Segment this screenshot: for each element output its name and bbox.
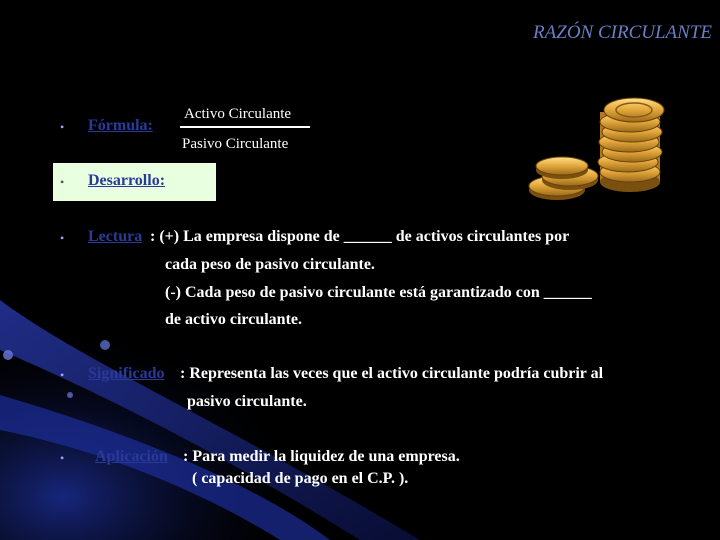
bullet-significado: • [60, 368, 65, 382]
bullet-desarrollo: • [60, 175, 65, 189]
formula-label: Fórmula: [88, 117, 153, 134]
lectura-line-4: de activo circulante. [165, 311, 303, 328]
aplicacion-line-2: ( capacidad de pago en el C.P. ). [192, 470, 409, 487]
significado-line-1: : Representa las veces que el activo circulante podría cubrir al [180, 365, 604, 382]
lectura-line-2: cada peso de pasivo circulante. [165, 256, 375, 273]
desarrollo-label: Desarrollo: [88, 172, 166, 189]
formula-numerator: Activo Circulante [184, 106, 292, 122]
lectura-label: Lectura [88, 228, 143, 245]
significado-label: Significado [88, 365, 165, 382]
lectura-line-1: : (+) La empresa dispone de ______ de activos circulantes por [150, 228, 570, 245]
coin-stack-icon [522, 82, 702, 212]
formula-denominator: Pasivo Circulante [182, 136, 289, 152]
bullet-lectura: • [60, 231, 65, 245]
significado-line-2: pasivo circulante. [187, 393, 307, 410]
fraction-bar [180, 126, 310, 128]
lectura-line-3: (-) Cada peso de pasivo circulante está garantizado con ______ [165, 284, 592, 301]
aplicacion-label: Aplicación [95, 448, 168, 465]
bullet-aplicacion: • [60, 451, 65, 465]
slide-title: RAZÓN CIRCULANTE [533, 22, 712, 43]
bullet-formula: • [60, 120, 65, 134]
aplicacion-line-1: : Para medir la liquidez de una empresa. [183, 448, 460, 465]
